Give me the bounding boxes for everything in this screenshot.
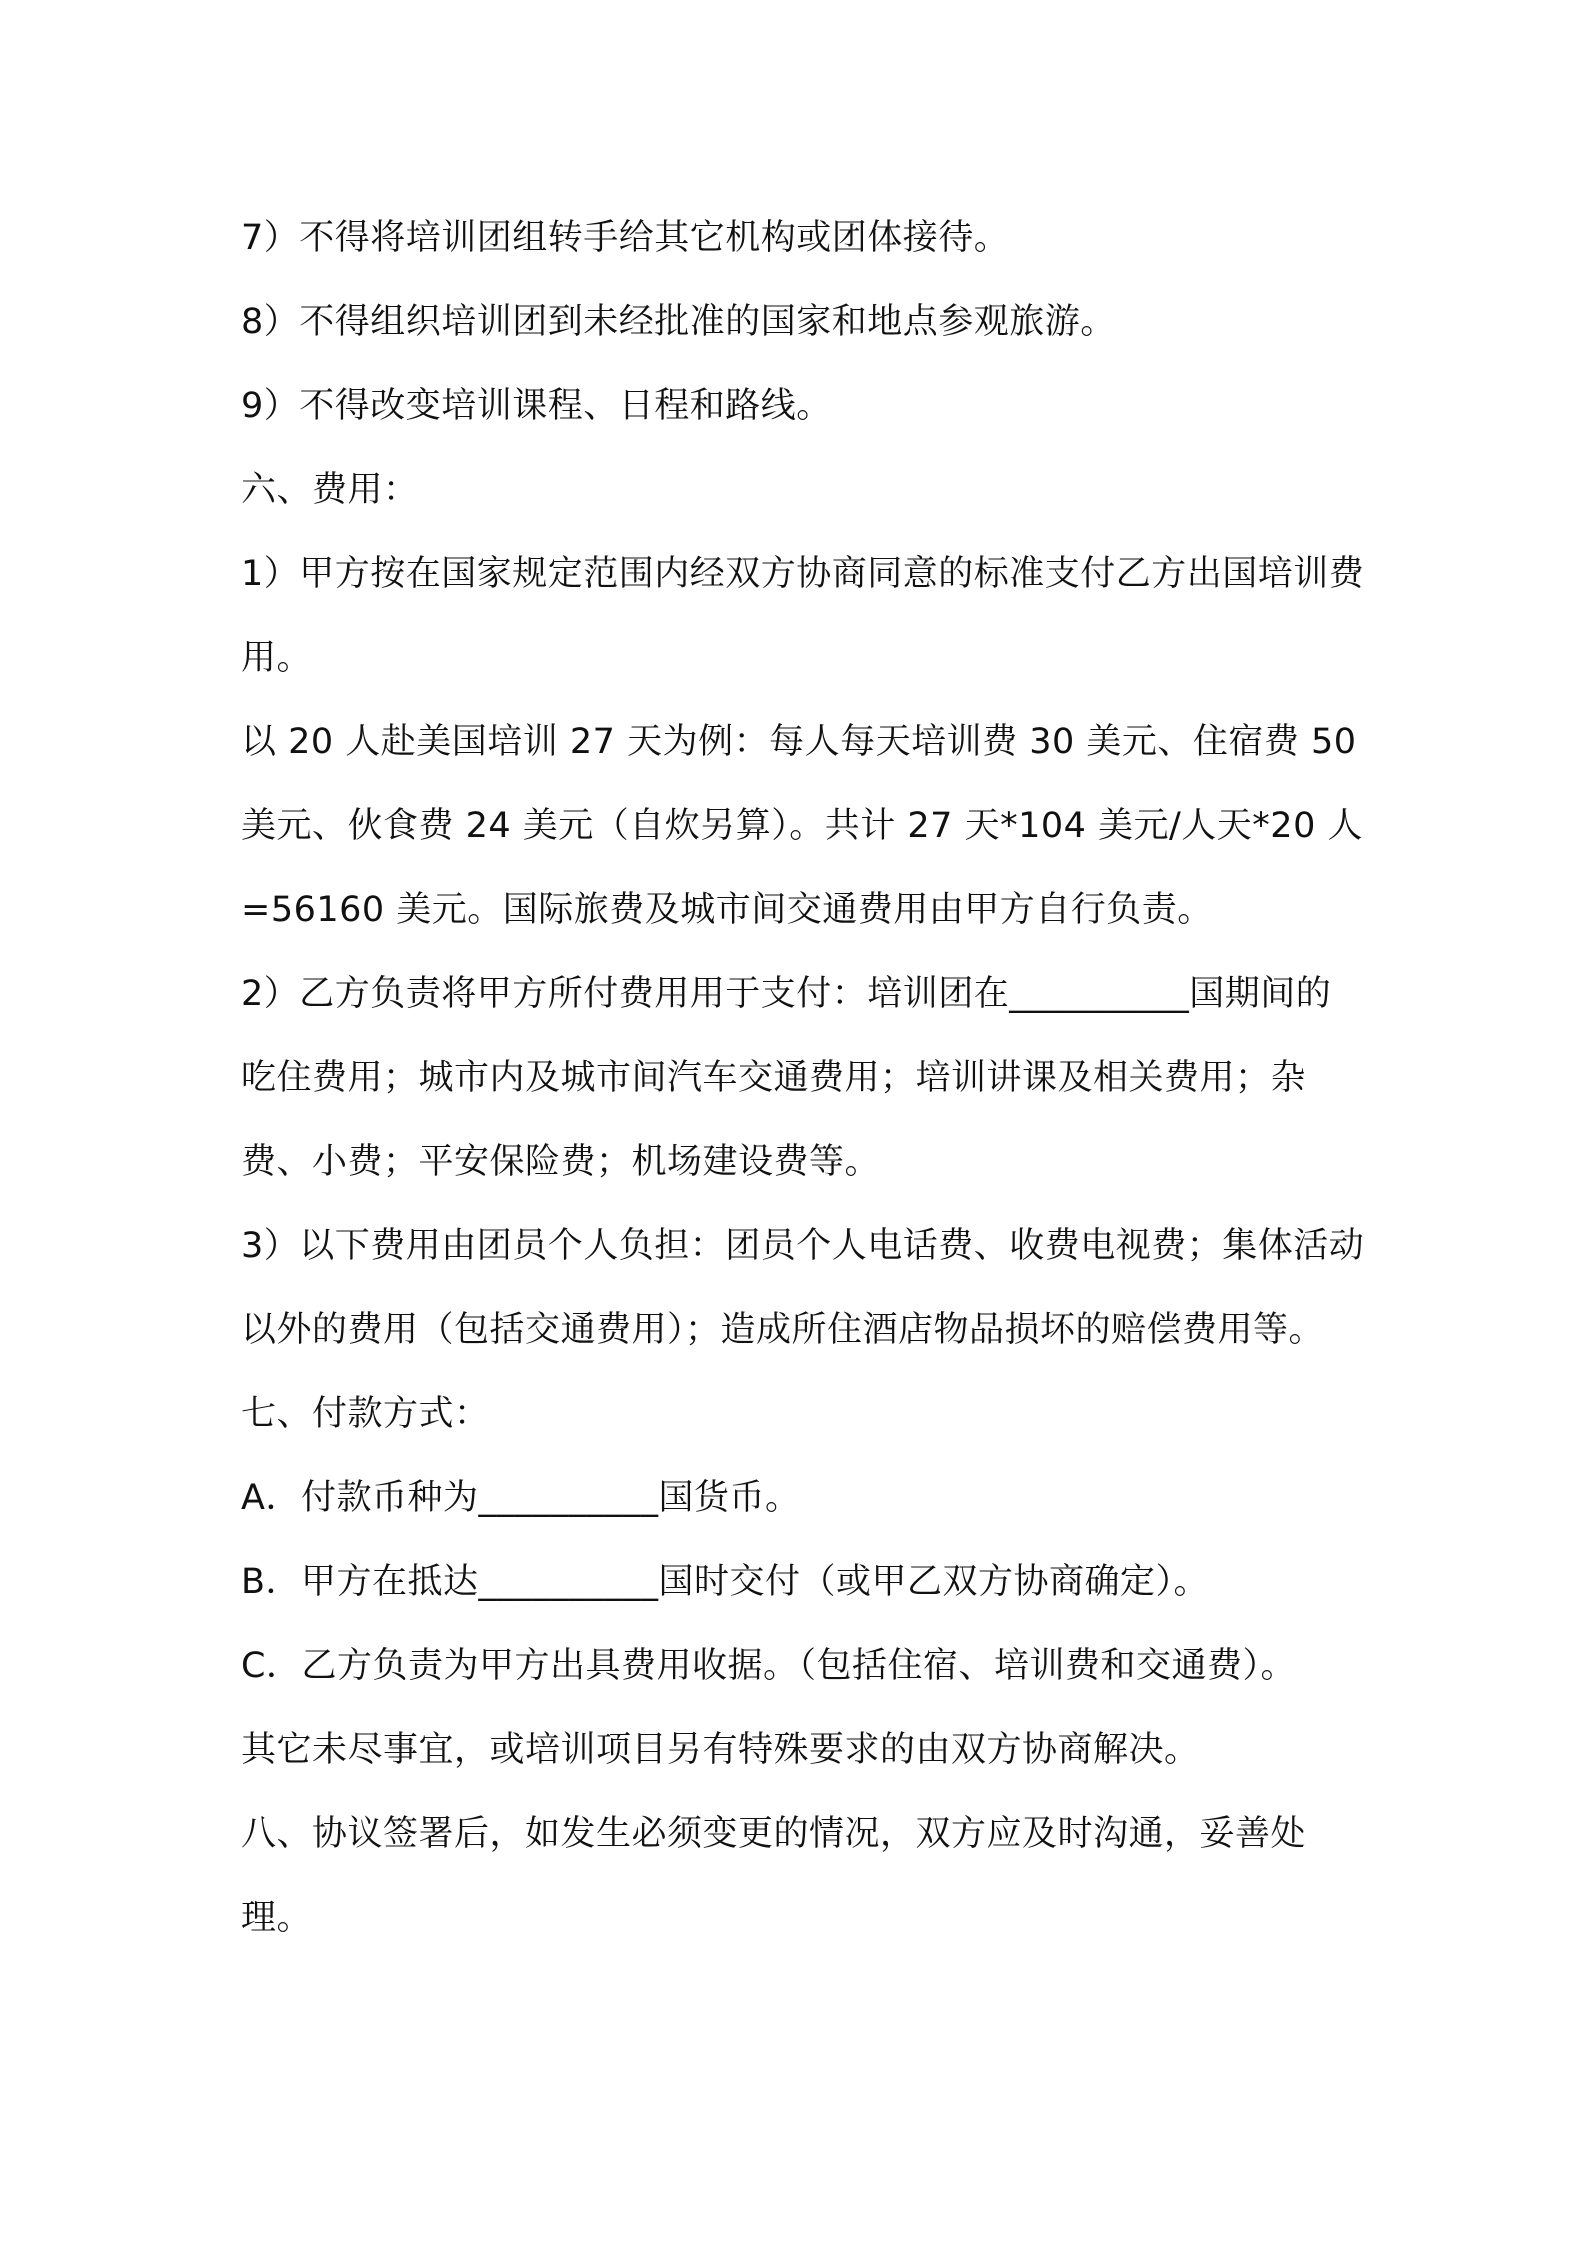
document-body: [241, 196, 1366, 1960]
section-heading-payment: 七、付款方式：: [241, 1394, 490, 1434]
section-heading-changes: 八、协议签署后，如发生必须变更的情况，双方应及时沟通，妥善处理。: [241, 1814, 1307, 1938]
payment-item-a: A．付款币种为__________国货币。: [241, 1478, 801, 1518]
fees-example: 以 20 人赴美国培训 27 天为例：每人每天培训费 30 美元、住宿费 50 美元、伙食费 24 美元（自炊另算）。共计 27 天*104 美元/人天*20 人=56160 美元。国际旅费及城市间交通费用由甲方自行负责。: [241, 722, 1363, 930]
payment-item-c: C．乙方负责为甲方出具费用收据。（包括住宿、培训费和交通费）。: [241, 1646, 1296, 1686]
other-matters: 其它未尽事宜，或培训项目另有特殊要求的由双方协商解决。: [241, 1730, 1200, 1770]
fees-item-3: 3）以下费用由团员个人负担：团员个人电话费、收费电视费；集体活动以外的费用（包括交通费用）；造成所住酒店物品损坏的赔偿费用等。: [241, 1226, 1365, 1350]
fees-item-2: 2）乙方负责将甲方所付费用用于支付：培训团在__________国期间的吃住费用；城市内及城市间汽车交通费用；培训讲课及相关费用；杂费、小费；平安保险费；机场建设费等。: [241, 974, 1332, 1182]
fees-item-1: 1）甲方按在国家规定范围内经双方协商同意的标准支付乙方出国培训费用。: [241, 554, 1365, 678]
payment-item-b: B．甲方在抵达__________国时交付（或甲乙双方协商确定）。: [241, 1562, 1210, 1602]
clause-8: 8）不得组织培训团到未经批准的国家和地点参观旅游。: [241, 302, 1116, 342]
clause-7: 7）不得将培训团组转手给其它机构或团体接待。: [241, 218, 1010, 258]
clause-9: 9）不得改变培训课程、日程和路线。: [241, 386, 832, 426]
section-heading-fees: 六、费用：: [241, 470, 419, 510]
